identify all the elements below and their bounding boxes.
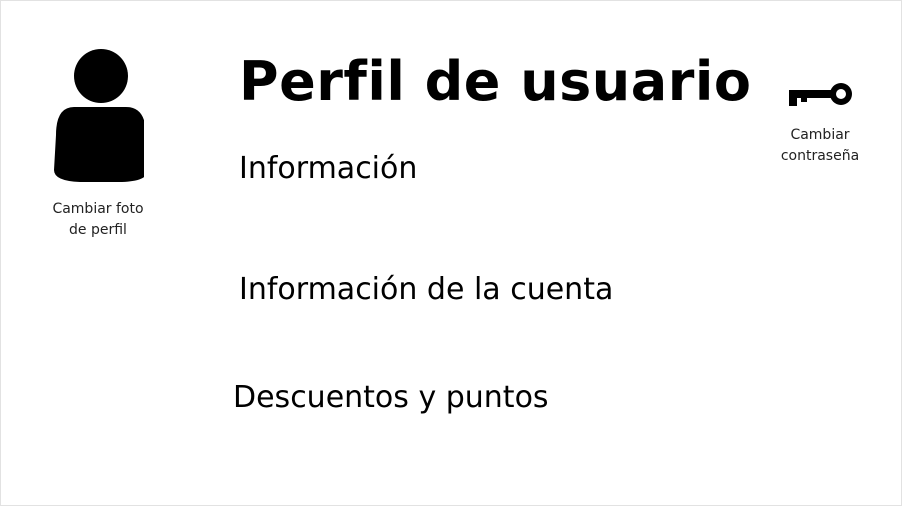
section-account-information[interactable]: Información de la cuenta	[239, 272, 614, 307]
section-information[interactable]: Información	[239, 151, 418, 186]
key-icon	[787, 79, 853, 109]
change-password-button[interactable]	[771, 79, 869, 167]
user-icon	[52, 45, 144, 185]
page-title: Perfil de usuario	[239, 50, 752, 113]
change-password-label: Cambiar contraseña	[780, 127, 860, 164]
change-profile-photo-label: Cambiar foto de perfil	[52, 201, 144, 238]
section-discounts-points[interactable]: Descuentos y puntos	[233, 380, 549, 415]
change-profile-photo-button[interactable]	[41, 45, 155, 241]
